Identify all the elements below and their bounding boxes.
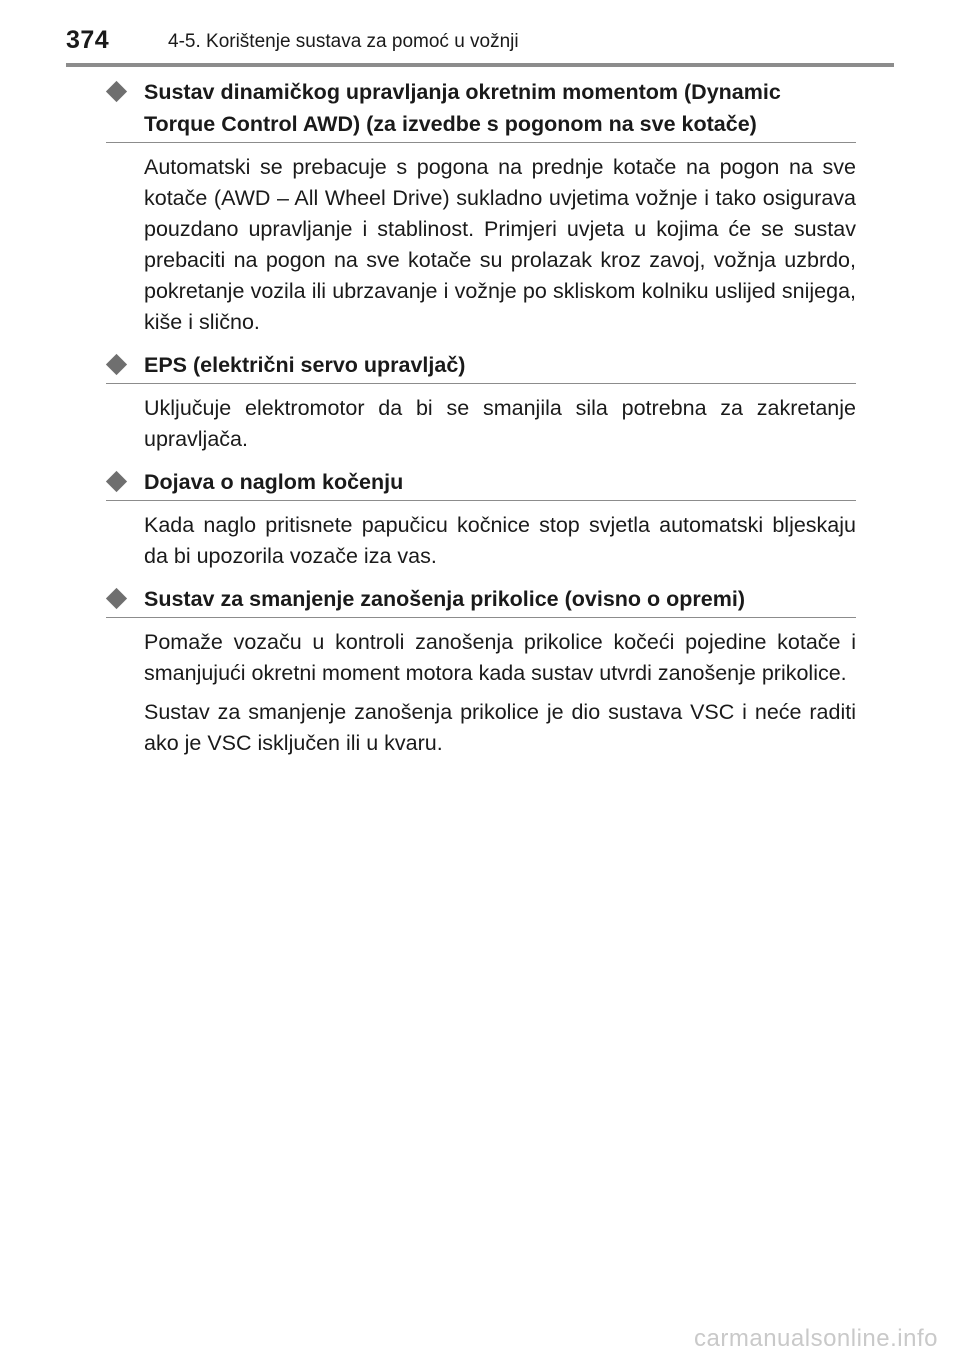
paragraph: Automatski se prebacuje s pogona na prednje kotače na pogon na sve kotače (AWD – All Wheel Drive) sukladno uvjetima vožnje i tako osigurava pouzdano upravljanje i stablinost. Primjeri uvjeta u kojima će se sustav prebaciti na pogon na sve kotače su prolazak kroz zavoj, vožnja uzbrdo, pokretanje vozila ili ubrzavanje i vožnje po skliskom kolniku uslijed snijega, kiše i slično. xyxy=(144,155,856,334)
section-dynamic-torque-control xyxy=(106,76,856,338)
section-body xyxy=(144,510,856,572)
paragraph: Pomaže vozaču u kontroli zanošenja prikolice kočeći pojedine kotače i smanjujući okretni moment motora kada sustav utvrdi zanošenje prikolice. xyxy=(144,630,856,685)
section-title: Sustav dinamičkog upravljanja okretnim momentom (Dynamic Torque Control AWD) (za izvedbe s pogonom na sve kotače) xyxy=(144,80,781,136)
section-heading xyxy=(106,76,856,143)
section-trailer-sway-control xyxy=(106,583,856,759)
paragraph: Uključuje elektromotor da bi se smanjila sila potrebna za zakretanje upravljača. xyxy=(144,396,856,451)
diamond-bullet-icon xyxy=(106,81,127,102)
section-heading xyxy=(106,349,856,384)
section-title: Dojava o naglom kočenju xyxy=(144,470,404,494)
page-header xyxy=(0,0,960,70)
section-eps xyxy=(106,349,856,455)
section-title: EPS (električni servo upravljač) xyxy=(144,353,466,377)
page-content xyxy=(106,76,856,770)
paragraph: Sustav za smanjenje zanošenja prikolice je dio sustava VSC i neće raditi ako je VSC isključen ili u kvaru. xyxy=(144,700,856,755)
page-number: 374 xyxy=(66,26,110,54)
section-body xyxy=(144,393,856,455)
section-body xyxy=(144,152,856,338)
paragraph: Kada naglo pritisnete papučicu kočnice stop svjetla automatski bljeskaju da bi upozorila vozače iza vas. xyxy=(144,513,856,568)
section-body xyxy=(144,627,856,759)
header-rule xyxy=(66,63,894,67)
chapter-title: 4-5. Korištenje sustava za pomoć u vožnji xyxy=(168,31,519,52)
section-emergency-brake-signal xyxy=(106,466,856,572)
diamond-bullet-icon xyxy=(106,471,127,492)
watermark: carmanualsonline.info xyxy=(694,1325,938,1352)
diamond-bullet-icon xyxy=(106,588,127,609)
section-heading xyxy=(106,583,856,618)
section-heading xyxy=(106,466,856,501)
section-title: Sustav za smanjenje zanošenja prikolice (ovisno o opremi) xyxy=(144,587,745,611)
diamond-bullet-icon xyxy=(106,354,127,375)
